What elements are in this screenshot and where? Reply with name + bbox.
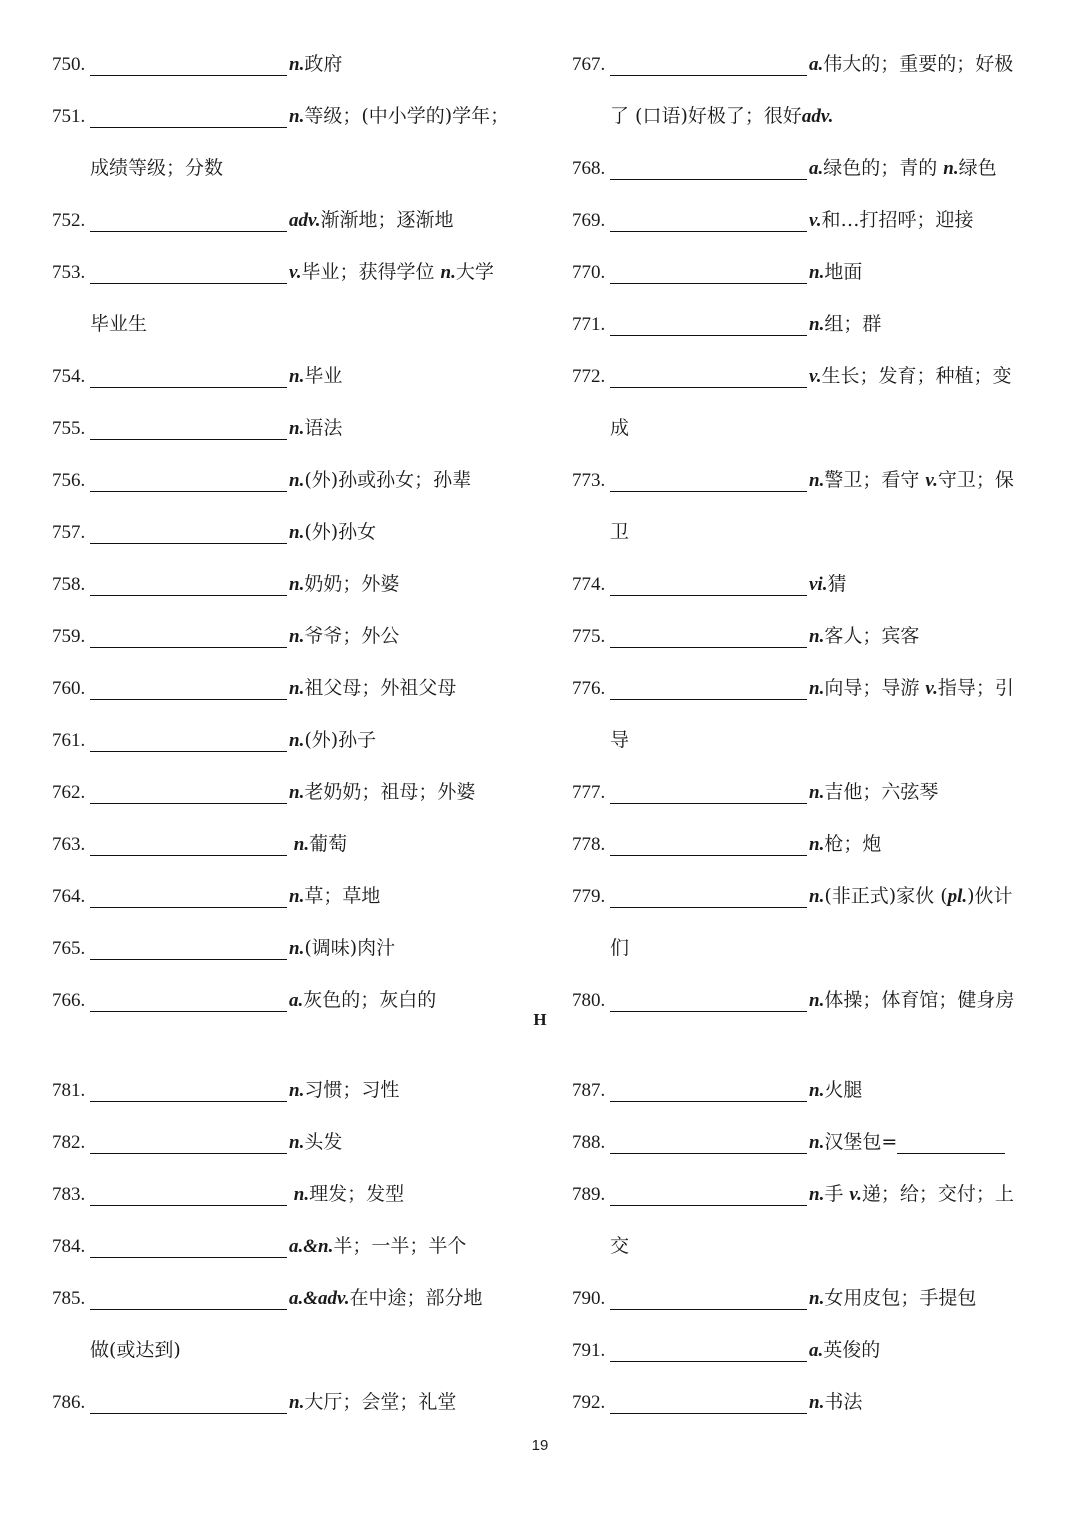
entry-number: 751.: [52, 106, 86, 127]
vocab-entry: [52, 714, 532, 766]
entry-number: 767.: [572, 54, 606, 75]
entry-number: 769.: [572, 210, 606, 231]
page-number: 19: [531, 1437, 549, 1454]
vocab-entry: [572, 1168, 1052, 1220]
part-of-speech: n.: [289, 938, 305, 959]
part-of-speech: n.: [809, 1184, 825, 1205]
part-of-speech: n.: [289, 470, 305, 491]
answer-blank[interactable]: [610, 1360, 807, 1362]
definition-text: 组；群: [824, 313, 882, 335]
part-of-speech: n.: [289, 1132, 305, 1153]
vocab-entry: [52, 402, 532, 454]
answer-blank[interactable]: [90, 802, 287, 804]
definition-text: (口语)好极了；很好: [635, 105, 802, 127]
definition-text: 成: [610, 417, 630, 439]
part-of-speech: adv.: [289, 210, 321, 231]
answer-blank[interactable]: [90, 594, 287, 596]
definition-text: 地面: [824, 261, 863, 283]
vocab-entry-continuation: [572, 506, 1052, 558]
definition-text: 绿色: [958, 157, 997, 179]
answer-blank[interactable]: [610, 178, 807, 180]
vocab-column-left-1: [52, 38, 532, 1026]
entry-number: 770.: [572, 262, 606, 283]
answer-blank[interactable]: [90, 1308, 287, 1310]
vocab-entry: [52, 246, 532, 298]
definition-text: 卫: [610, 521, 630, 543]
entry-number: 765.: [52, 938, 86, 959]
answer-blank[interactable]: [610, 230, 807, 232]
vocab-entry: [52, 90, 532, 142]
vocab-entry: [52, 506, 532, 558]
vocab-entry: [52, 1220, 532, 1272]
answer-blank[interactable]: [610, 906, 807, 908]
entry-number: 754.: [52, 366, 86, 387]
entry-number: 764.: [52, 886, 86, 907]
vocab-entry: [52, 922, 532, 974]
part-of-speech: vi.: [809, 574, 828, 595]
entry-number: 771.: [572, 314, 606, 335]
entry-number: 780.: [572, 990, 606, 1011]
definition-text: 汉堡包=: [824, 1131, 898, 1153]
answer-blank[interactable]: [90, 698, 287, 700]
definition-text: 奶奶；外婆: [304, 573, 400, 595]
answer-blank[interactable]: [90, 1204, 287, 1206]
definition-text: (外)孙或孙女；孙辈: [304, 469, 472, 491]
part-of-speech: n.: [289, 366, 305, 387]
entry-number: 784.: [52, 1236, 86, 1257]
vocab-entry: [52, 662, 532, 714]
definition-text: 毕业生: [90, 313, 148, 335]
definition-text: 做(或达到): [90, 1339, 181, 1361]
part-of-speech: n.: [809, 314, 825, 335]
entry-number: 759.: [52, 626, 86, 647]
vocab-entry: [52, 1272, 532, 1324]
entry-number: 772.: [572, 366, 606, 387]
part-of-speech: v.: [925, 678, 938, 699]
vocab-column-right-1: [572, 38, 1052, 1026]
vocab-entry: [52, 870, 532, 922]
answer-blank[interactable]: [90, 1100, 287, 1102]
definition-text: 生长；发育；种植；变: [821, 365, 1012, 387]
entry-number: 750.: [52, 54, 86, 75]
definition-text: 草；草地: [304, 885, 381, 907]
vocab-entry: [572, 870, 1052, 922]
vocab-entry: [572, 766, 1052, 818]
answer-blank[interactable]: [610, 1100, 807, 1102]
part-of-speech: a.: [809, 158, 824, 179]
definition-text: 祖父母；外祖父母: [304, 677, 457, 699]
part-of-speech: n.: [289, 886, 305, 907]
definition-text: 枪；炮: [824, 833, 882, 855]
definition-text: 半；一半；半个: [333, 1235, 467, 1257]
definition-text: 成绩等级；分数: [90, 157, 224, 179]
part-of-speech: a.: [809, 1340, 824, 1361]
part-of-speech: n.: [289, 1184, 310, 1205]
answer-blank[interactable]: [90, 386, 287, 388]
part-of-speech: v.: [925, 470, 938, 491]
definition-text: 递；给；交付；上: [861, 1183, 1014, 1205]
vocab-entry: [572, 298, 1052, 350]
definition-text: 习惯；习性: [304, 1079, 400, 1101]
answer-blank[interactable]: [90, 282, 287, 284]
entry-number: 776.: [572, 678, 606, 699]
answer-blank[interactable]: [90, 74, 287, 76]
entry-number: 768.: [572, 158, 606, 179]
answer-blank[interactable]: [610, 1308, 807, 1310]
answer-blank[interactable]: [610, 802, 807, 804]
vocab-column-left-2: [52, 1064, 532, 1428]
part-of-speech: n.: [289, 1392, 305, 1413]
definition-text: 向导；导游: [824, 677, 926, 699]
answer-blank[interactable]: [610, 698, 807, 700]
part-of-speech: n.: [289, 678, 305, 699]
entry-number: 761.: [52, 730, 86, 751]
entry-number: 777.: [572, 782, 606, 803]
part-of-speech: v.: [809, 210, 822, 231]
part-of-speech: n.: [943, 158, 959, 179]
entry-number: 786.: [52, 1392, 86, 1413]
vocab-entry-continuation: [572, 1220, 1052, 1272]
definition-text: 头发: [304, 1131, 343, 1153]
answer-blank[interactable]: [610, 1152, 807, 1154]
part-of-speech: n.: [289, 834, 310, 855]
entry-number: 785.: [52, 1288, 86, 1309]
definition-text: 葡萄: [309, 833, 348, 855]
entry-number: 778.: [572, 834, 606, 855]
definition-text: )伙计: [967, 885, 1013, 907]
vocab-entry: [52, 1376, 532, 1428]
vocab-entry: [572, 1324, 1052, 1376]
part-of-speech: n.: [809, 626, 825, 647]
entry-number: 752.: [52, 210, 86, 231]
vocab-entry: [572, 142, 1052, 194]
vocab-entry-continuation: [52, 298, 532, 350]
entry-number: 782.: [52, 1132, 86, 1153]
vocab-entry: [52, 558, 532, 610]
part-of-speech: n.: [289, 418, 305, 439]
part-of-speech: a.: [809, 54, 824, 75]
answer-blank[interactable]: [90, 490, 287, 492]
vocab-entry: [52, 38, 532, 90]
definition-text: 爷爷；外公: [304, 625, 400, 647]
vocab-entry: [52, 194, 532, 246]
vocab-entry-continuation: [572, 90, 1052, 142]
vocab-entry: [52, 818, 532, 870]
definition-text: 书法: [824, 1391, 863, 1413]
answer-blank[interactable]: [610, 74, 807, 76]
part-of-speech: v.: [809, 366, 822, 387]
definition-text: 渐渐地；逐渐地: [320, 209, 454, 231]
entry-number: 792.: [572, 1392, 606, 1413]
entry-number: 790.: [572, 1288, 606, 1309]
part-of-speech: n.: [440, 262, 456, 283]
entry-number: 787.: [572, 1080, 606, 1101]
part-of-speech: n.: [289, 522, 305, 543]
vocab-entry-continuation: [572, 922, 1052, 974]
vocab-entry-continuation: [52, 142, 532, 194]
definition-text: 灰色的；灰白的: [303, 989, 437, 1011]
definition-text: 导: [610, 729, 630, 751]
part-of-speech: n.: [809, 1080, 825, 1101]
vocab-entry: [572, 662, 1052, 714]
entry-number: 758.: [52, 574, 86, 595]
answer-blank[interactable]: [610, 386, 807, 388]
answer-blank[interactable]: [610, 646, 807, 648]
vocab-entry: [572, 194, 1052, 246]
definition-text: 指导；引: [937, 677, 1014, 699]
entry-number: 753.: [52, 262, 86, 283]
answer-blank[interactable]: [610, 594, 807, 596]
vocab-entry: [52, 454, 532, 506]
part-of-speech: n.: [809, 1392, 825, 1413]
vocab-column-right-2: [572, 1064, 1052, 1428]
part-of-speech: a.: [289, 990, 304, 1011]
definition-text: 火腿: [824, 1079, 863, 1101]
part-of-speech: a.&n.: [289, 1236, 334, 1257]
entry-number: 789.: [572, 1184, 606, 1205]
vocab-entry-continuation: [52, 1324, 532, 1376]
part-of-speech: pl.: [947, 886, 968, 907]
vocab-entry: [572, 818, 1052, 870]
answer-blank[interactable]: [90, 1412, 287, 1414]
vocab-entry: [572, 1272, 1052, 1324]
definition-text: 和…打招呼；迎接: [821, 209, 974, 231]
vocab-entry: [572, 1064, 1052, 1116]
definition-text: 理发；发型: [309, 1183, 405, 1205]
entry-number: 773.: [572, 470, 606, 491]
part-of-speech: n.: [289, 1080, 305, 1101]
definition-text: (调味)肉汁: [304, 937, 396, 959]
definition-text: 在中途；部分地: [349, 1287, 483, 1309]
part-of-speech: n.: [809, 1288, 825, 1309]
entry-number: 757.: [52, 522, 86, 543]
part-of-speech: n.: [809, 886, 825, 907]
answer-blank[interactable]: [90, 438, 287, 440]
definition-text: 大厅；会堂；礼堂: [304, 1391, 457, 1413]
definition-text: 们: [610, 937, 630, 959]
answer-blank[interactable]: [90, 854, 287, 856]
answer-blank[interactable]: [90, 906, 287, 908]
vocab-entry: [572, 610, 1052, 662]
definition-text: (非正式)家伙 (: [824, 885, 948, 907]
part-of-speech: n.: [289, 626, 305, 647]
entry-number: 766.: [52, 990, 86, 1011]
entry-number: 774.: [572, 574, 606, 595]
entry-number: 781.: [52, 1080, 86, 1101]
answer-blank[interactable]: [90, 126, 287, 128]
vocab-entry: [572, 558, 1052, 610]
answer-blank[interactable]: [610, 1204, 807, 1206]
definition-text: 吉他；六弦琴: [824, 781, 939, 803]
definition-text: 政府: [304, 53, 343, 75]
definition-text: 手: [824, 1183, 850, 1205]
part-of-speech: n.: [289, 54, 305, 75]
definition-text: 警卫；看守: [824, 469, 926, 491]
vocab-entry: [52, 1168, 532, 1220]
definition-text: 英俊的: [823, 1339, 881, 1361]
definition-text: 体操；体育馆；健身房: [824, 989, 1015, 1011]
answer-blank[interactable]: [610, 334, 807, 336]
vocab-entry: [52, 1116, 532, 1168]
vocab-entry: [572, 350, 1052, 402]
definition-text: 女用皮包；手提包: [824, 1287, 977, 1309]
part-of-speech: v.: [289, 262, 302, 283]
part-of-speech: n.: [809, 990, 825, 1011]
part-of-speech: adv.: [801, 106, 834, 127]
answer-blank[interactable]: [90, 1256, 287, 1258]
entry-number: 788.: [572, 1132, 606, 1153]
definition-text: 交: [610, 1235, 630, 1257]
answer-blank[interactable]: [610, 1412, 807, 1414]
section-letter-heading: H: [533, 1010, 547, 1029]
part-of-speech: n.: [809, 470, 825, 491]
answer-blank[interactable]: [90, 750, 287, 752]
definition-text: 守卫；保: [937, 469, 1014, 491]
vocab-entry-continuation: [572, 402, 1052, 454]
part-of-speech: n.: [289, 106, 305, 127]
definition-text: 了: [610, 105, 636, 127]
part-of-speech: n.: [809, 834, 825, 855]
entry-number: 779.: [572, 886, 606, 907]
definition-text: 绿色的；青的: [823, 157, 944, 179]
answer-blank-extra[interactable]: [897, 1152, 1005, 1154]
part-of-speech: v.: [849, 1184, 862, 1205]
entry-number: 783.: [52, 1184, 86, 1205]
vocab-entry: [572, 1116, 1052, 1168]
part-of-speech: n.: [809, 262, 825, 283]
answer-blank[interactable]: [90, 542, 287, 544]
part-of-speech: n.: [809, 782, 825, 803]
part-of-speech: n.: [289, 574, 305, 595]
answer-blank[interactable]: [90, 958, 287, 960]
vocab-entry: [52, 610, 532, 662]
answer-blank[interactable]: [610, 282, 807, 284]
definition-text: 老奶奶；祖母；外婆: [304, 781, 476, 803]
vocab-entry: [572, 454, 1052, 506]
vocab-entry: [52, 350, 532, 402]
vocab-entry: [572, 246, 1052, 298]
vocab-entry: [52, 1064, 532, 1116]
entry-number: 762.: [52, 782, 86, 803]
definition-text: 伟大的；重要的；好极: [823, 53, 1014, 75]
entry-number: 760.: [52, 678, 86, 699]
definition-text: 客人；宾客: [824, 625, 920, 647]
answer-blank[interactable]: [90, 646, 287, 648]
definition-text: (外)孙女: [304, 521, 377, 543]
definition-text: (外)孙子: [304, 729, 377, 751]
answer-blank[interactable]: [610, 854, 807, 856]
part-of-speech: n.: [289, 782, 305, 803]
definition-text: 语法: [304, 417, 343, 439]
vocab-entry: [52, 766, 532, 818]
part-of-speech: n.: [289, 730, 305, 751]
definition-text: 毕业: [304, 365, 343, 387]
definition-text: 等级；(中小学的)学年；: [304, 105, 510, 127]
definition-text: 大学: [455, 261, 494, 283]
entry-number: 755.: [52, 418, 86, 439]
entry-number: 763.: [52, 834, 86, 855]
part-of-speech: n.: [809, 1132, 825, 1153]
entry-number: 775.: [572, 626, 606, 647]
vocab-entry: [572, 1376, 1052, 1428]
part-of-speech: n.: [809, 678, 825, 699]
definition-text: 猜: [827, 573, 847, 595]
part-of-speech: a.&adv.: [289, 1288, 350, 1309]
vocab-entry: [572, 38, 1052, 90]
definition-text: 毕业；获得学位: [301, 261, 441, 283]
answer-blank[interactable]: [610, 490, 807, 492]
answer-blank[interactable]: [90, 1152, 287, 1154]
answer-blank[interactable]: [90, 230, 287, 232]
vocab-entry-continuation: [572, 714, 1052, 766]
entry-number: 791.: [572, 1340, 606, 1361]
entry-number: 756.: [52, 470, 86, 491]
